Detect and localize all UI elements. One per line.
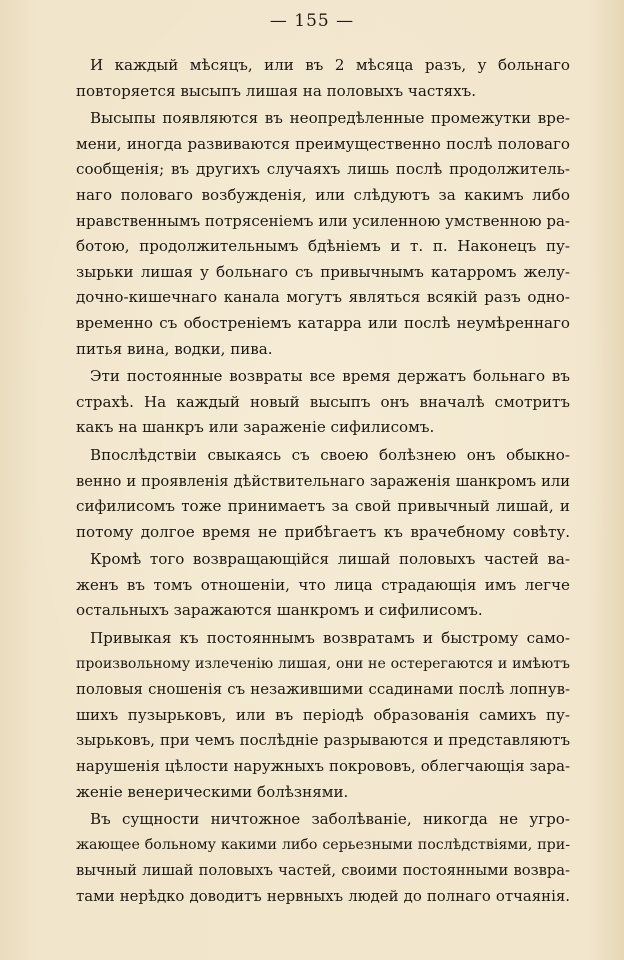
- text-line: наго половаго возбужденія, или слѣдуютъ за какимъ либо: [76, 185, 570, 204]
- body-text: [76, 53, 570, 912]
- text-line: вычный лишай половыхъ частей, своими постоянными возвра-: [76, 862, 570, 880]
- text-line: ботою, продолжительнымъ бдѣніемъ и т. п. Наконецъ пу-: [76, 237, 570, 256]
- text-line: шихъ пузырьковъ, или въ періодѣ образованія самихъ пу-: [76, 705, 570, 724]
- text-line: Привыкая къ постояннымъ возвратамъ и быстрому само-: [90, 629, 570, 648]
- text-line: потому долгое время не прибѣгаетъ къ врачебному совѣту.: [76, 522, 570, 541]
- text-line: женъ въ томъ отношеніи, что лица страдающія имъ легче: [76, 575, 570, 594]
- text-line: остальныхъ заражаются шанкромъ и сифилисомъ.: [76, 601, 483, 620]
- paragraph-1: [76, 53, 570, 104]
- text-line: Впослѣдствіи свыкаясь съ своею болѣзнею онъ обыкно-: [90, 445, 570, 464]
- paragraph-6: [76, 626, 570, 805]
- text-line: страхѣ. На каждый новый высыпъ онъ вначалѣ смотритъ: [76, 392, 570, 411]
- text-line: Эти постоянные возвраты все время держатъ больнаго въ: [90, 367, 570, 386]
- text-line: Кромѣ того возвращающійся лишай половыхъ частей ва-: [90, 550, 570, 569]
- text-line: половыя сношенія съ незажившими ссадинами послѣ лопнув-: [76, 680, 570, 699]
- text-line: сообщенія; въ другихъ случаяхъ лишь послѣ продолжитель-: [76, 160, 570, 179]
- text-line: тами нерѣдко доводитъ нервныхъ людей до полнаго отчаянія.: [76, 887, 570, 905]
- text-line: зырьковъ, при чемъ послѣдніе разрываются и представляютъ: [76, 731, 570, 750]
- text-line: жающее больному какими либо серьезными послѣдствіями, при-: [76, 836, 570, 853]
- text-line: нравственнымъ потрясеніемъ или усиленною умственною ра-: [76, 211, 570, 230]
- paragraph-3: [76, 364, 570, 441]
- text-line: повторяется высыпъ лишая на половыхъ частяхъ.: [76, 81, 477, 100]
- text-line: временно съ обостреніемъ катарра или послѣ неумѣреннаго: [76, 313, 570, 332]
- text-line: И каждый мѣсяцъ, или въ 2 мѣсяца разъ, у больнаго: [90, 56, 570, 74]
- text-line: Высыпы появляются въ неопредѣленные промежутки вре-: [90, 109, 570, 128]
- text-line: зырьки лишая у больнаго съ привычнымъ катарромъ желу-: [76, 262, 570, 281]
- text-line: венно и проявленія дѣйствительнаго зараженія шанкромъ или: [76, 472, 570, 490]
- paragraph-2: [76, 106, 570, 362]
- text-line: мени, иногда развиваются преимущественно послѣ половаго: [76, 134, 570, 153]
- paragraph-7: [76, 807, 570, 909]
- text-line: какъ на шанкръ или зараженіе сифилисомъ.: [76, 418, 435, 437]
- paragraph-4: [76, 443, 570, 545]
- text-line: сифилисомъ тоже принимаетъ за свой привычный лишай, и: [76, 497, 570, 516]
- page-number: — 155 —: [269, 11, 355, 31]
- text-line: Въ сущности ничтожное заболѣваніе, никогда не угро-: [90, 810, 570, 829]
- text-line: произвольному излеченію лишая, они не остерегаются и имѣютъ: [76, 655, 570, 672]
- text-line: нарушенія цѣлости наружныхъ покрововъ, облегчающія зара-: [76, 757, 570, 776]
- paragraph-5: [76, 547, 570, 624]
- text-line: женіе венерическими болѣзнями.: [76, 782, 349, 801]
- text-line: дочно-кишечнаго канала могутъ являться всякій разъ одно-: [76, 288, 570, 307]
- text-line: питья вина, водки, пива.: [76, 339, 273, 358]
